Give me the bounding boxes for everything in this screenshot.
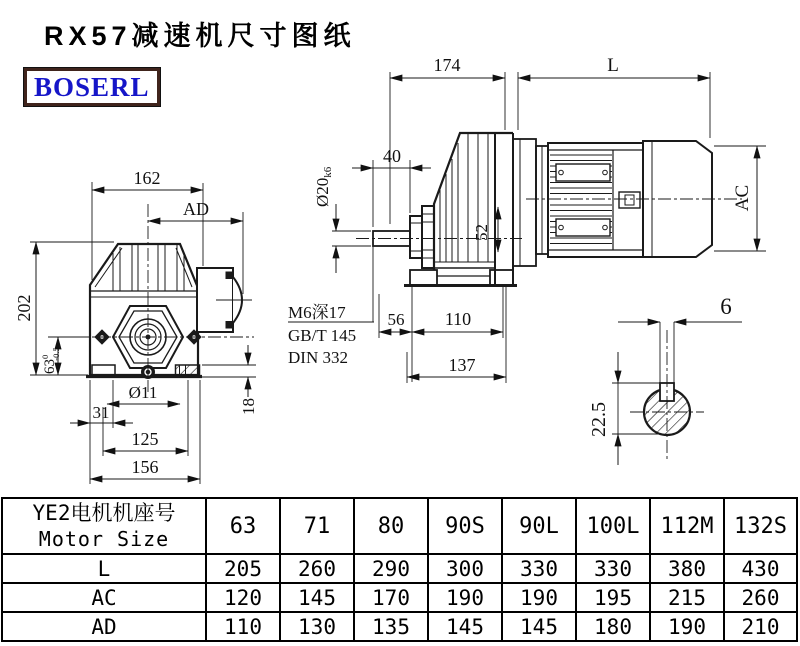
dim-18: 18 — [239, 398, 258, 415]
brand-logo-text: BOSERL — [34, 72, 150, 102]
column-header: 90S — [428, 498, 502, 554]
table-cell: 190 — [650, 612, 724, 641]
table-header-row — [2, 498, 797, 554]
front-view — [76, 204, 254, 392]
dim-174: 174 — [433, 55, 461, 75]
column-header: 132S — [724, 498, 797, 554]
dim-156: 156 — [131, 457, 159, 477]
table-cell: 180 — [576, 612, 650, 641]
dim-31: 31 — [92, 403, 110, 422]
column-header: 112M — [650, 498, 724, 554]
dim-202: 202 — [14, 294, 34, 322]
table-cell: 145 — [280, 583, 354, 612]
dim-40: 40 — [383, 146, 401, 166]
side-view-dimensions — [288, 55, 766, 383]
dim-key-depth: 22.5 — [588, 402, 610, 437]
dim-shaft: Ø20k6 — [313, 166, 334, 207]
dim-56: 56 — [387, 310, 405, 329]
svg-text:630-0.5: $63^0-0.5$ — [40, 347, 61, 374]
table-cell: 330 — [502, 554, 576, 583]
table-cell: 190 — [502, 583, 576, 612]
table-cell: 260 — [724, 583, 797, 612]
motor-dimension-table — [1, 497, 798, 642]
dim-ad: AD — [183, 199, 209, 219]
table-row-AD — [2, 612, 797, 641]
table-row-L — [2, 554, 797, 583]
dim-d11: Ø11 — [128, 383, 158, 402]
table-cell: 120 — [206, 583, 280, 612]
side-view — [356, 133, 742, 286]
dim-63-tolerance — [40, 347, 61, 374]
std-din: DIN 332 — [288, 348, 348, 367]
row-label: AC — [2, 583, 206, 612]
table-cell: 190 — [428, 583, 502, 612]
table-header-motor-size: YE2电机机座号 Motor Size — [2, 498, 206, 554]
dim-L: L — [607, 55, 619, 76]
table-cell: 210 — [724, 612, 797, 641]
table-cell: 135 — [354, 612, 428, 641]
table-cell: 300 — [428, 554, 502, 583]
table-cell: 215 — [650, 583, 724, 612]
column-header: 80 — [354, 498, 428, 554]
table-row-AC — [2, 583, 797, 612]
table-cell: 380 — [650, 554, 724, 583]
table-cell: 195 — [576, 583, 650, 612]
table-cell: 130 — [280, 612, 354, 641]
dim-110: 110 — [444, 309, 472, 329]
std-gb: GB/T 145 — [288, 326, 357, 345]
dim-125: 125 — [131, 429, 159, 449]
table-cell: 330 — [576, 554, 650, 583]
dim-162: 162 — [133, 168, 161, 188]
column-header: 63 — [206, 498, 280, 554]
row-label: L — [2, 554, 206, 583]
dim-key-width: 6 — [720, 294, 732, 319]
row-label: AD — [2, 612, 206, 641]
table-cell: 205 — [206, 554, 280, 583]
table-cell: 145 — [502, 612, 576, 641]
table-cell: 290 — [354, 554, 428, 583]
column-header: 90L — [502, 498, 576, 554]
dim-ac: AC — [732, 184, 753, 212]
thread-note: M6深17 — [288, 303, 346, 322]
table-cell: 110 — [206, 612, 280, 641]
column-header: 100L — [576, 498, 650, 554]
column-header: 71 — [280, 498, 354, 554]
dim-52: 52 — [472, 224, 491, 241]
page-title: RX57减速机尺寸图纸 — [44, 21, 356, 51]
table-cell: 430 — [724, 554, 797, 583]
table-cell: 170 — [354, 583, 428, 612]
dim-137: 137 — [448, 355, 476, 375]
shaft-section-dimensions — [588, 294, 742, 465]
table-cell: 260 — [280, 554, 354, 583]
table-cell: 145 — [428, 612, 502, 641]
shaft-section-view — [630, 322, 704, 462]
